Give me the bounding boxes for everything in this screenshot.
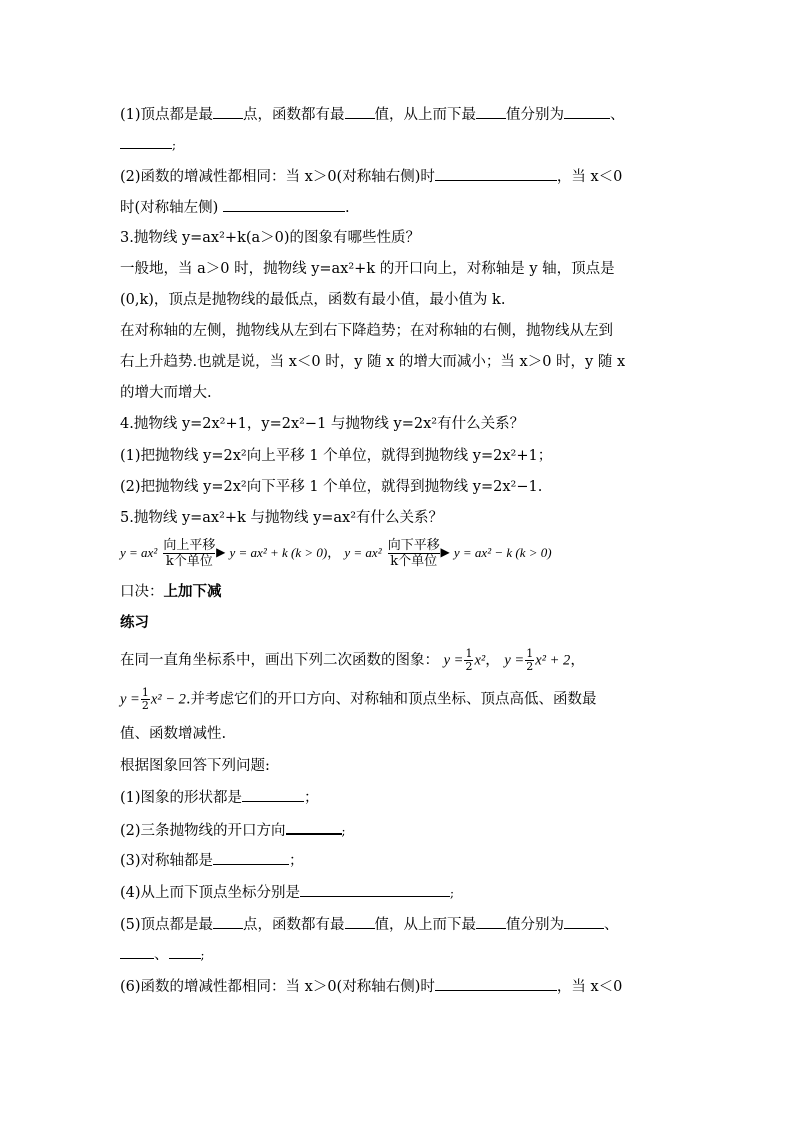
formula-text: y = ax² bbox=[120, 545, 158, 560]
text: ，当 x＜0 bbox=[556, 979, 623, 995]
line-15-formula bbox=[120, 538, 552, 569]
formula-text: y = ax² bbox=[344, 545, 382, 560]
line-16 bbox=[120, 582, 222, 602]
blank bbox=[476, 914, 506, 929]
formula-text: y = ax² + k (k > 0) bbox=[229, 545, 328, 560]
arrow-up-shift bbox=[161, 538, 225, 569]
blank bbox=[223, 197, 345, 212]
arrow-down-shift bbox=[386, 538, 450, 569]
text: (2)函数的增减性都相同：当 x＞0(对称轴右侧)时 bbox=[120, 169, 435, 185]
blank bbox=[435, 166, 557, 181]
text: ; bbox=[450, 886, 455, 900]
text: ； bbox=[304, 790, 319, 806]
formula-text: y = bbox=[504, 652, 525, 669]
formula-text: y = bbox=[443, 652, 464, 669]
text: 值分别为 bbox=[506, 107, 565, 123]
text: (5)顶点都是最 bbox=[120, 917, 214, 933]
line-18 bbox=[120, 648, 585, 673]
formula-text: x² − 2 bbox=[150, 691, 186, 708]
text: 点，函数都有最 bbox=[243, 107, 345, 123]
fraction bbox=[525, 648, 534, 673]
blank bbox=[286, 819, 342, 835]
line-11: 4.抛物线 y=2x²+1，y=2x²−1 与抛物线 y=2x²有什么关系？ bbox=[120, 416, 525, 432]
formula-text: x² bbox=[474, 652, 486, 669]
line-12: (1)把抛物线 y=2x²向上平移 1 个单位，就得到抛物线 y=2x²+1； bbox=[120, 448, 553, 464]
line-19 bbox=[120, 687, 597, 712]
text: ， bbox=[327, 546, 341, 561]
text: 值分别为 bbox=[506, 917, 565, 933]
arrow-head-icon: ▶ bbox=[216, 545, 226, 559]
text: 口决： bbox=[120, 584, 164, 600]
section-heading-practice: 练习 bbox=[120, 615, 149, 631]
line-23 bbox=[120, 819, 346, 841]
text: (3)对称轴都是 bbox=[120, 853, 214, 869]
line-13: (2)把抛物线 y=2x²向下平移 1 个单位，就得到抛物线 y=2x²−1. bbox=[120, 479, 543, 495]
arrow-label-bottom: k个单位 bbox=[390, 554, 438, 569]
text: 时(对称轴左侧) bbox=[120, 200, 223, 216]
blank bbox=[564, 914, 604, 929]
text: 、 bbox=[154, 947, 169, 963]
formula-text: y = bbox=[120, 691, 140, 708]
text: ; bbox=[200, 948, 205, 962]
formula-text: y = ax² − k (k > 0) bbox=[453, 545, 552, 560]
text: ； bbox=[289, 853, 304, 869]
blank bbox=[120, 134, 172, 149]
fraction-numerator: 1 bbox=[465, 647, 473, 660]
line-5: 3.抛物线 y=ax²+k(a＞0)的图象有哪些性质？ bbox=[120, 230, 421, 246]
mnemonic-bold: 上加下减 bbox=[163, 584, 222, 600]
fraction-denominator: 2 bbox=[526, 660, 534, 673]
fraction-numerator: 1 bbox=[526, 647, 534, 660]
line-20: 值、函数增减性. bbox=[120, 726, 227, 742]
fraction-denominator: 2 bbox=[465, 660, 473, 673]
blank bbox=[564, 104, 610, 119]
line-28 bbox=[120, 976, 622, 997]
line-9: 右上升趋势.也就是说，当 x＜0 时，y 随 x 的增大而减小；当 x＞0 时，y 随 x bbox=[120, 354, 626, 370]
text: 点，函数都有最 bbox=[243, 917, 345, 933]
text: (1)图象的形状都是 bbox=[120, 790, 243, 806]
line-4 bbox=[120, 197, 350, 218]
line-24 bbox=[120, 850, 304, 871]
line-22 bbox=[120, 787, 319, 808]
line-10: 的增大而增大. bbox=[120, 385, 212, 401]
blank bbox=[213, 914, 243, 929]
text: (4)从上而下顶点坐标分别是 bbox=[120, 885, 301, 901]
blank bbox=[242, 787, 304, 802]
blank bbox=[213, 850, 289, 865]
text: 、 bbox=[604, 917, 619, 933]
line-7: (0,k)，顶点是抛物线的最低点，函数有最小值，最小值为 k. bbox=[120, 292, 506, 308]
text: ; bbox=[341, 824, 346, 838]
text: (6)函数的增减性都相同：当 x＞0(对称轴右侧)时 bbox=[120, 979, 435, 995]
blank bbox=[476, 104, 506, 119]
text: (1)顶点都是最 bbox=[120, 107, 214, 123]
line-25 bbox=[120, 882, 454, 903]
fraction-numerator: 1 bbox=[141, 686, 149, 699]
text: 、 bbox=[610, 107, 625, 123]
text: .并考虑它们的开口方向、对称轴和顶点坐标、顶点高低、函数最 bbox=[185, 691, 597, 708]
line-27 bbox=[120, 944, 205, 965]
arrow-label-top: 向上平移 bbox=[163, 538, 216, 553]
text: 值，从上而下最 bbox=[374, 917, 477, 933]
text: ; bbox=[172, 138, 177, 152]
arrow-label-top: 向下平移 bbox=[387, 538, 440, 553]
blank bbox=[120, 944, 154, 959]
text: (2)三条抛物线的开口方向 bbox=[120, 823, 286, 839]
line-2 bbox=[120, 134, 176, 155]
text: . bbox=[344, 200, 350, 216]
blank bbox=[169, 944, 201, 959]
blank bbox=[345, 104, 375, 119]
line-14: 5.抛物线 y=ax²+k 与抛物线 y=ax²有什么关系？ bbox=[120, 510, 444, 526]
arrow-label-bottom: k个单位 bbox=[165, 554, 213, 569]
blank bbox=[300, 882, 450, 897]
line-3 bbox=[120, 166, 622, 187]
text: ，当 x＜0 bbox=[556, 169, 623, 185]
text: ， bbox=[485, 652, 500, 669]
line-26 bbox=[120, 914, 619, 935]
line-21: 根据图象回答下列问题: bbox=[120, 758, 270, 774]
line-8: 在对称轴的左侧，抛物线从左到右下降趋势；在对称轴的右侧，抛物线从左到 bbox=[120, 323, 613, 339]
line-6: 一般地，当 a＞0 时，抛物线 y=ax²+k 的开口向上，对称轴是 y 轴，顶点是 bbox=[120, 261, 615, 277]
line-1 bbox=[120, 104, 625, 125]
fraction bbox=[464, 648, 473, 673]
fraction-denominator: 2 bbox=[141, 699, 149, 712]
formula-text: x² + 2 bbox=[535, 652, 571, 669]
blank bbox=[213, 104, 243, 119]
blank bbox=[345, 914, 375, 929]
fraction bbox=[141, 687, 150, 712]
text: ， bbox=[570, 652, 585, 669]
text: 值，从上而下最 bbox=[374, 107, 477, 123]
text: 在同一直角坐标系中，画出下列二次函数的图象： bbox=[120, 652, 439, 669]
blank bbox=[435, 976, 557, 991]
arrow-head-icon: ▶ bbox=[440, 545, 450, 559]
